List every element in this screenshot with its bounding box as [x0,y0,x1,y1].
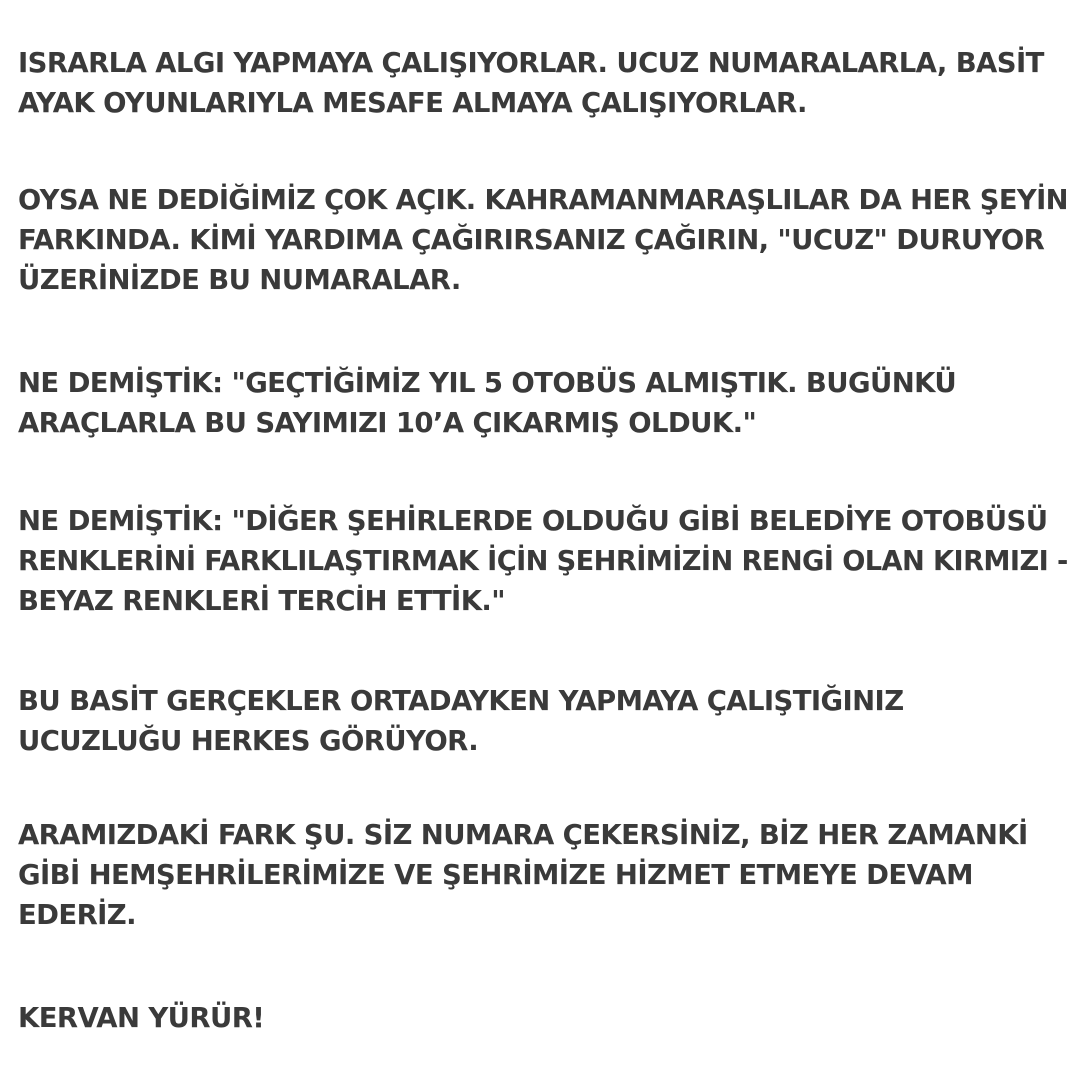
paragraph-line: GİBİ HEMŞEHRİLERİMİZE VE ŞEHRİMİZE HİZMET ETMEYE DEVAM [18,859,973,891]
paragraph-line: ARAMIZDAKİ FARK ŞU. SİZ NUMARA ÇEKERSİNİZ, BİZ HER ZAMANKİ [18,819,1028,851]
paragraph-4 [18,501,1068,621]
paragraph-line: FARKINDA. KİMİ YARDIMA ÇAĞIRIRSANIZ ÇAĞIRIN, "UCUZ" DURUYOR [18,224,1045,256]
paragraph-line: ARAÇLARLA BU SAYIMIZI 10’A ÇIKARMIŞ OLDUK." [18,407,757,439]
paragraph-line: ISRARLA ALGI YAPMAYA ÇALIŞIYORLAR. UCUZ NUMARALARLA, BASİT [18,47,1044,79]
paragraph-line: NE DEMİŞTİK: "DİĞER ŞEHİRLERDE OLDUĞU GİBİ BELEDİYE OTOBÜSÜ [18,505,1048,537]
paragraph-line: UCUZLUĞU HERKES GÖRÜYOR. [18,725,479,757]
paragraph-6 [18,815,1068,935]
paragraph-line: ÜZERİNİZDE BU NUMARALAR. [18,264,461,296]
paragraph-3 [18,363,1068,443]
paragraph-line: OYSA NE DEDİĞİMİZ ÇOK AÇIK. KAHRAMANMARAŞLILAR DA HER ŞEYİN [18,184,1068,216]
paragraph-line: BU BASİT GERÇEKLER ORTADAYKEN YAPMAYA ÇALIŞTIĞINIZ [18,685,904,717]
paragraph-line: BEYAZ RENKLERİ TERCİH ETTİK." [18,585,505,617]
closing-line [18,998,1068,1038]
paragraph-line: EDERİZ. [18,899,136,931]
paragraph-line: RENKLERİNİ FARKLILAŞTIRMAK İÇİN ŞEHRİMİZİN RENGİ OLAN KIRMIZI - [18,545,1068,577]
paragraph-2 [18,180,1068,300]
paragraph-5 [18,681,1068,761]
paragraph-1 [18,43,1068,123]
paragraph-line: NE DEMİŞTİK: "GEÇTİĞİMİZ YIL 5 OTOBÜS ALMIŞTIK. BUGÜNKÜ [18,367,957,399]
paragraph-line: KERVAN YÜRÜR! [18,1002,265,1034]
paragraph-line: AYAK OYUNLARIYLA MESAFE ALMAYA ÇALIŞIYORLAR. [18,87,807,119]
